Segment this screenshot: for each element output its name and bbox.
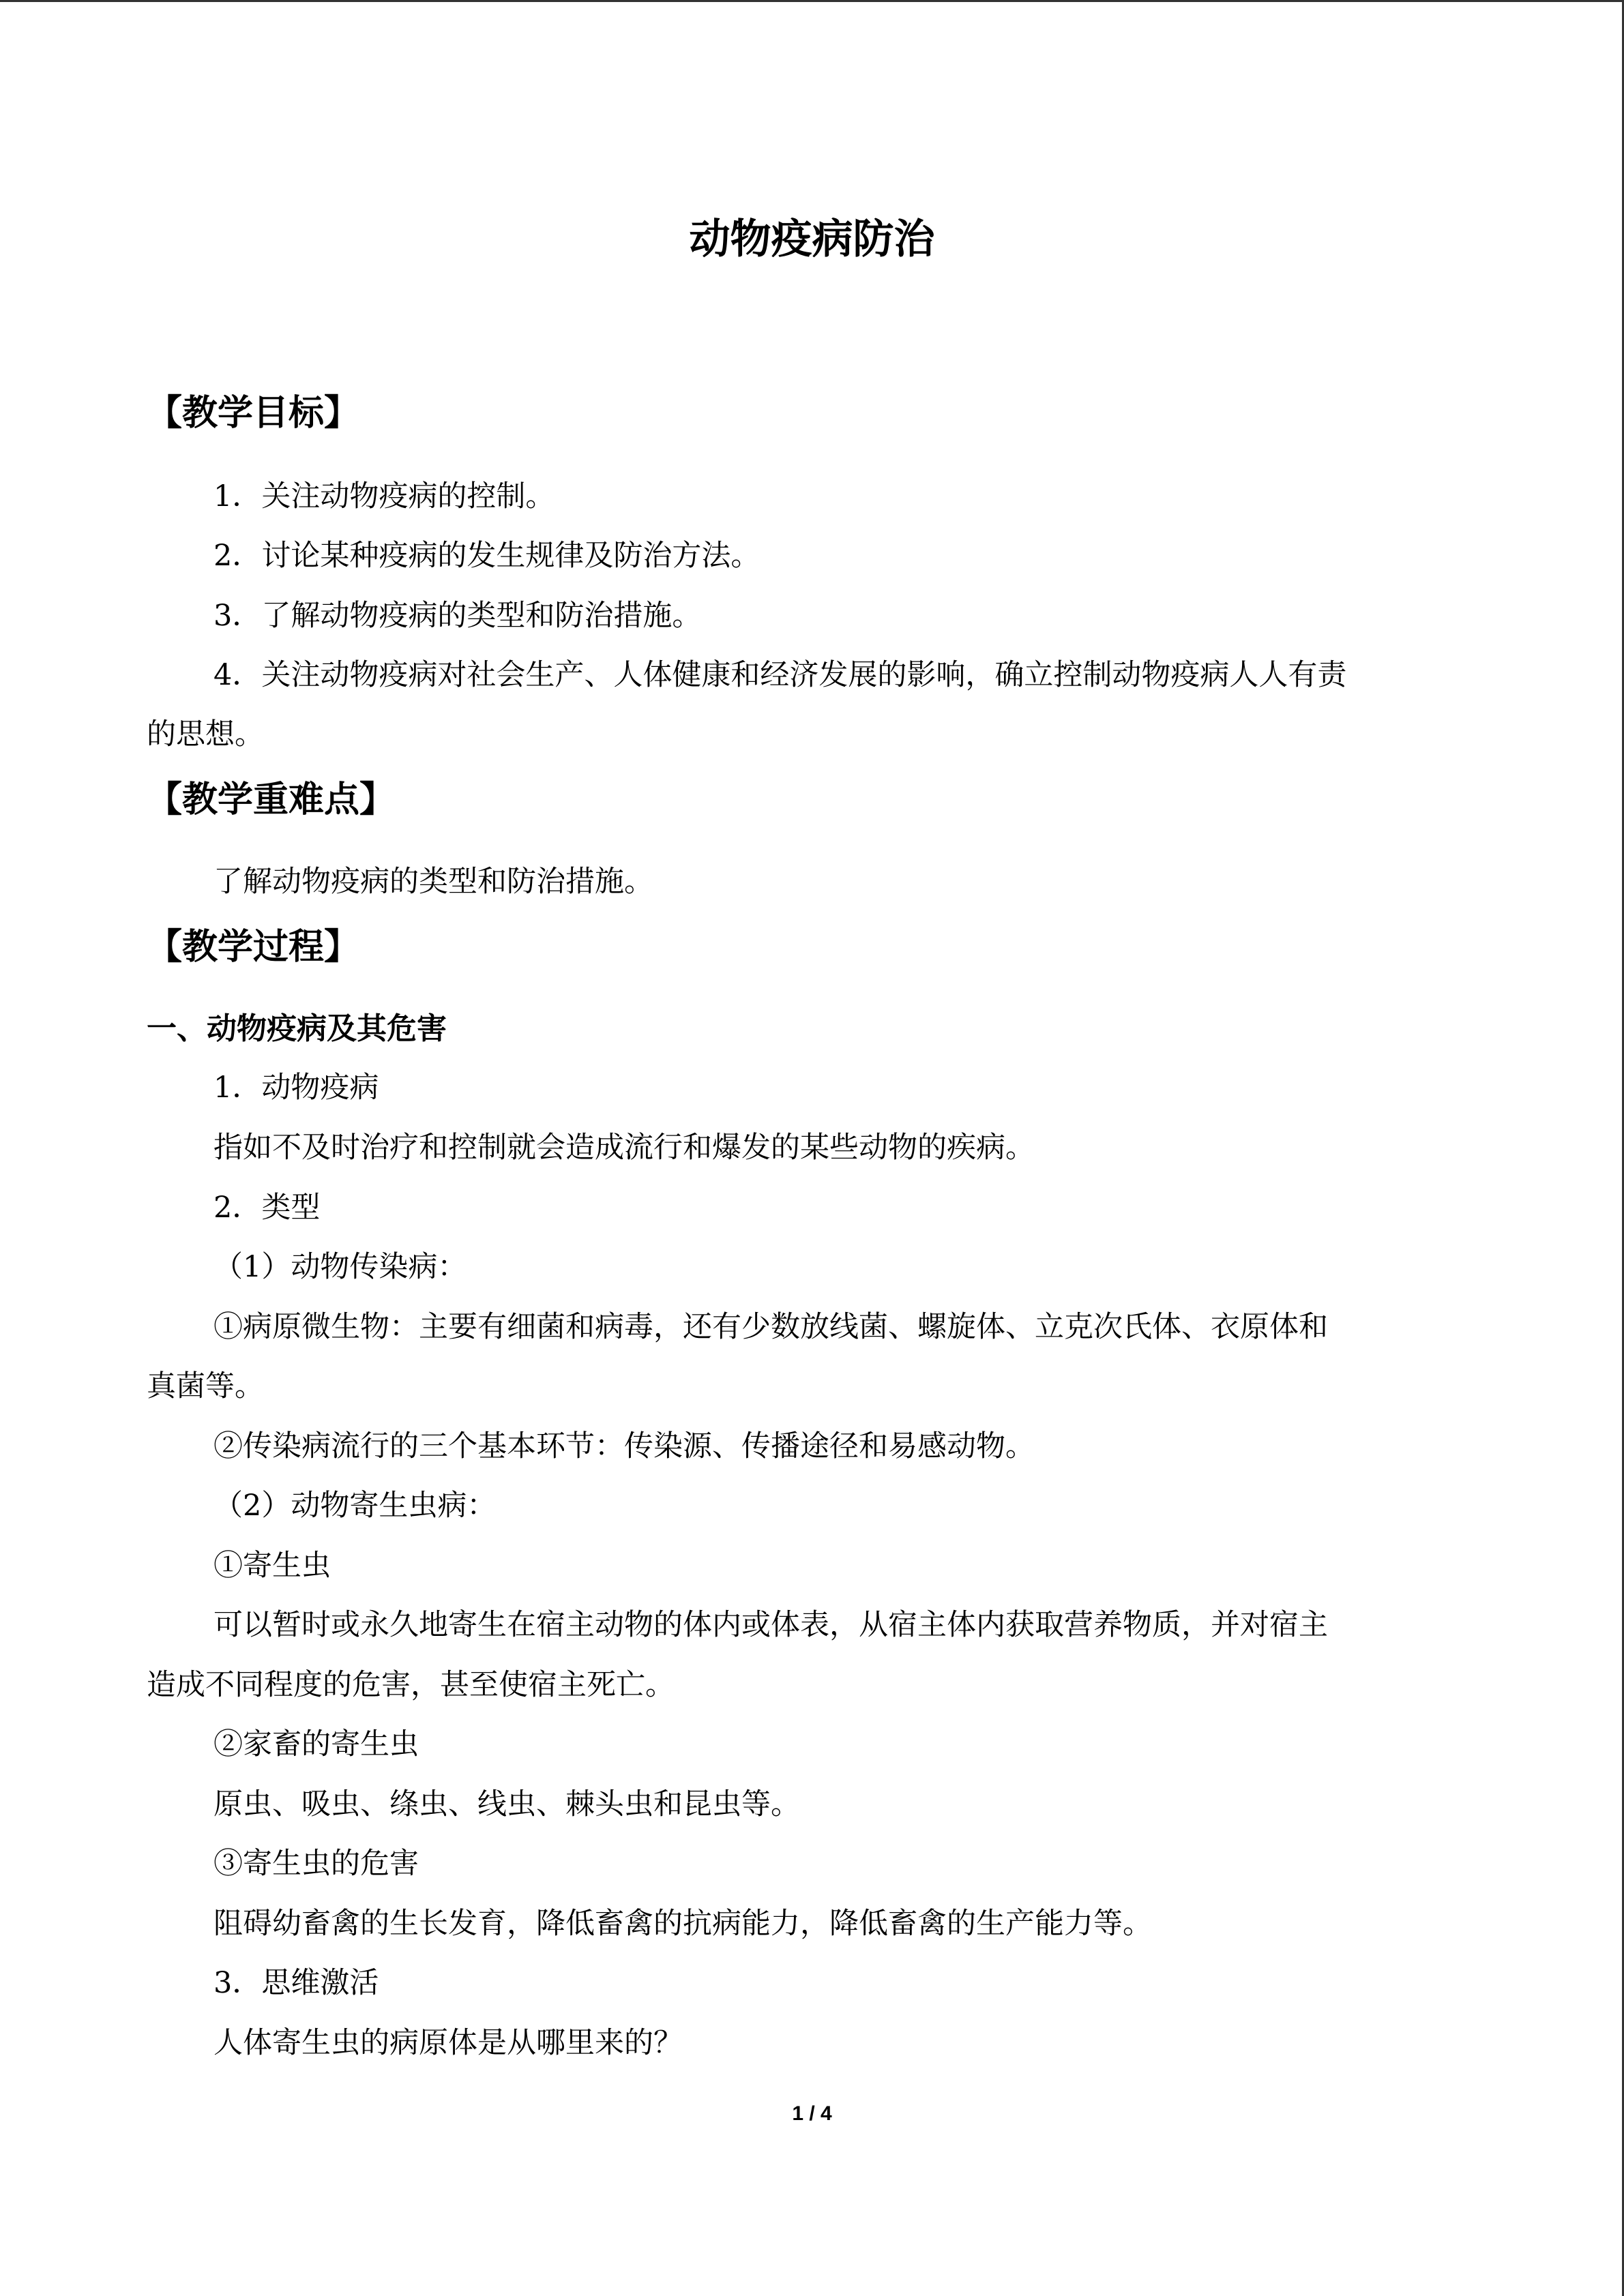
line-5: ①病原微生物：主要有细菌和病毒，还有少数放线菌、螺旋体、立克次氏体、衣原体和: [213, 1310, 1328, 1344]
objective-4-cont: 的思想。: [147, 717, 264, 751]
line-16: 3．思维激活: [213, 1966, 379, 2000]
line-6: 真菌等。: [147, 1369, 264, 1403]
objectives-heading: 【教学目标】: [147, 393, 360, 434]
line-13: 原虫、吸虫、绦虫、线虫、棘头虫和昆虫等。: [213, 1787, 800, 1821]
line-15: 阻碍幼畜禽的生长发育，降低畜禽的抗病能力，降低畜禽的生产能力等。: [213, 1907, 1152, 1941]
page-number: 1 / 4: [792, 2102, 832, 2125]
line-9: ①寄生虫: [213, 1549, 331, 1583]
objective-4: 4．关注动物疫病对社会生产、人体健康和经济发展的影响，确立控制动物疫病人人有责: [213, 658, 1347, 692]
page-top-border: [0, 0, 1624, 2]
part1-heading: 一、动物疫病及其危害: [147, 1011, 447, 1046]
line-3: 2．类型: [213, 1191, 321, 1225]
objective-3: 3．了解动物疫病的类型和防治措施。: [213, 599, 702, 633]
line-7: ②传染病流行的三个基本环节：传染源、传播途径和易感动物。: [213, 1429, 1035, 1463]
key-points-heading: 【教学重难点】: [147, 779, 396, 820]
line-17: 人体寄生虫的病原体是从哪里来的？: [213, 2026, 683, 2060]
line-4: （1）动物传染病：: [213, 1250, 467, 1284]
line-8: （2）动物寄生虫病：: [213, 1489, 497, 1523]
line-11: 造成不同程度的危害，甚至使宿主死亡。: [147, 1668, 675, 1702]
objective-2: 2．讨论某种疫病的发生规律及防治方法。: [213, 539, 761, 573]
key-points-text: 了解动物疫病的类型和防治措施。: [213, 865, 653, 899]
line-1: 1．动物疫病: [213, 1071, 379, 1105]
line-12: ②家畜的寄生虫: [213, 1727, 419, 1761]
objective-1: 1．关注动物疫病的控制。: [213, 479, 555, 513]
line-14: ③寄生虫的危害: [213, 1847, 419, 1881]
line-2: 指如不及时治疗和控制就会造成流行和爆发的某些动物的疾病。: [213, 1131, 1035, 1165]
process-heading: 【教学过程】: [147, 927, 360, 968]
line-10: 可以暂时或永久地寄生在宿主动物的体内或体表，从宿主体内获取营养物质，并对宿主: [213, 1608, 1328, 1642]
page-title: 动物疫病防治: [689, 215, 935, 263]
